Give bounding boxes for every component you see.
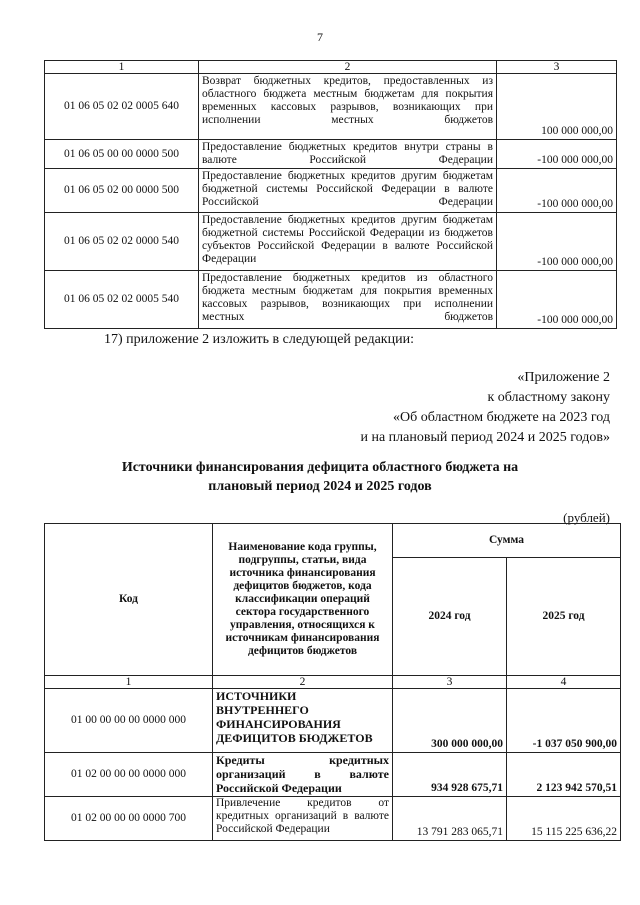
row-name: Кредиты кредитных организаций в валюте Российской Федерации bbox=[213, 753, 393, 797]
table-row bbox=[45, 213, 617, 271]
row-sum-2024: 300 000 000,00 bbox=[393, 689, 507, 753]
row-sum: -100 000 000,00 bbox=[497, 271, 617, 329]
table-row bbox=[45, 74, 617, 140]
row-sum-2025: -1 037 050 900,00 bbox=[507, 689, 621, 753]
row-code: 01 06 05 02 02 0000 540 bbox=[45, 213, 199, 271]
column-numbers-row bbox=[45, 676, 621, 689]
row-sum-2025: 15 115 225 636,22 bbox=[507, 797, 621, 841]
column-number: 2 bbox=[199, 61, 497, 74]
column-number: 4 bbox=[507, 676, 621, 689]
row-name: Предоставление бюджетных кредитов другим бюджетам бюджетной системы Российской Федерации из бюджетов субъектов Российской Федерации в валюте Российской Федерации bbox=[199, 213, 497, 271]
row-sum: -100 000 000,00 bbox=[497, 213, 617, 271]
header-sum: Сумма bbox=[393, 524, 621, 558]
row-code: 01 06 05 00 00 0000 500 bbox=[45, 140, 199, 169]
row-name: Предоставление бюджетных кредитов другим бюджетам бюджетной системы Российской Федерации в валюте Российской Федерации bbox=[199, 169, 497, 213]
sources-table bbox=[44, 523, 621, 841]
column-number: 2 bbox=[213, 676, 393, 689]
header-year-2025: 2025 год bbox=[507, 558, 621, 676]
column-number: 3 bbox=[497, 61, 617, 74]
row-sum: -100 000 000,00 bbox=[497, 140, 617, 169]
row-code: 01 02 00 00 00 0000 000 bbox=[45, 753, 213, 797]
top-table bbox=[44, 60, 617, 329]
appendix-line: к областному закону bbox=[487, 390, 610, 405]
title-line: Источники финансирования дефицита областного бюджета на bbox=[121, 460, 519, 475]
appendix-line: «Об областном бюджете на 2023 год bbox=[393, 410, 610, 425]
row-code: 01 06 05 02 02 0005 640 bbox=[45, 74, 199, 140]
row-sum-2025: 2 123 942 570,51 bbox=[507, 753, 621, 797]
row-sum-2024: 934 928 675,71 bbox=[393, 753, 507, 797]
row-sum: 100 000 000,00 bbox=[497, 74, 617, 140]
table-row bbox=[45, 689, 621, 753]
row-code: 01 06 05 02 02 0005 540 bbox=[45, 271, 199, 329]
row-name: ИСТОЧНИКИ ВНУТРЕННЕГО ФИНАНСИРОВАНИЯ ДЕФИЦИТОВ БЮДЖЕТОВ bbox=[213, 689, 393, 753]
column-number: 1 bbox=[45, 676, 213, 689]
row-code: 01 06 05 02 00 0000 500 bbox=[45, 169, 199, 213]
appendix-heading bbox=[360, 368, 610, 448]
row-sum-2024: 13 791 283 065,71 bbox=[393, 797, 507, 841]
table-header-row bbox=[45, 61, 617, 74]
appendix-line: и на плановый период 2024 и 2025 годов» bbox=[360, 430, 610, 445]
table-row bbox=[45, 753, 621, 797]
row-name: Привлечение кредитов от кредитных организаций в валюте Российской Федерации bbox=[213, 797, 393, 841]
row-sum: -100 000 000,00 bbox=[497, 169, 617, 213]
units-label: (рублей) bbox=[563, 510, 610, 525]
header-year-2024: 2024 год bbox=[393, 558, 507, 676]
header-code: Код bbox=[45, 524, 213, 676]
table-row bbox=[45, 140, 617, 169]
page-number: 7 bbox=[317, 30, 323, 44]
row-name: Возврат бюджетных кредитов, предоставленных из областного бюджета местным бюджетам для покрытия временных кассовых разрывов, возникающих при исполнении местных бюджетов bbox=[199, 74, 497, 140]
row-name: Предоставление бюджетных кредитов внутри страны в валюте Российской Федерации bbox=[199, 140, 497, 169]
table-row bbox=[45, 797, 621, 841]
document-title bbox=[60, 458, 580, 496]
table-row bbox=[45, 169, 617, 213]
amendment-paragraph: 17) приложение 2 изложить в следующей редакции: bbox=[104, 332, 414, 347]
column-number: 3 bbox=[393, 676, 507, 689]
table-row bbox=[45, 271, 617, 329]
row-code: 01 00 00 00 00 0000 000 bbox=[45, 689, 213, 753]
row-name: Предоставление бюджетных кредитов из областного бюджета местным бюджетам для покрытия временных кассовых разрывов, возникающих при исполнении местных бюджетов bbox=[199, 271, 497, 329]
column-number: 1 bbox=[45, 61, 199, 74]
table-header-row bbox=[45, 524, 621, 558]
row-code: 01 02 00 00 00 0000 700 bbox=[45, 797, 213, 841]
title-line: плановый период 2024 и 2025 годов bbox=[208, 479, 432, 494]
appendix-line: «Приложение 2 bbox=[517, 370, 610, 385]
header-name: Наименование кода группы, подгруппы, статьи, вида источника финансирования дефицитов бюджетов, кода классификации операций сектора государственного управления, относящихся к источникам финансирования дефицитов бюджетов bbox=[213, 524, 393, 676]
